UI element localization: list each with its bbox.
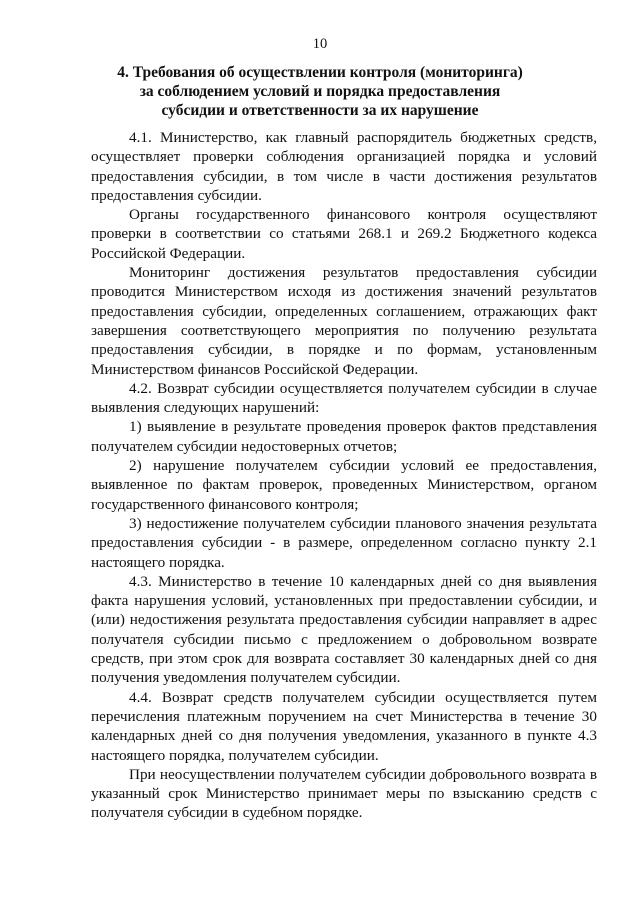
- section-heading: [90, 63, 550, 120]
- section-heading-line: за соблюдением условий и порядка предоставления: [139, 83, 501, 100]
- paragraph-4-1: 4.1. Министерство, как главный распорядитель бюджетных средств, осуществляет проверки соблюдения организацией порядка и условий предоставления субсидии, в том числе в части достижения результатов предоставления субсидии.: [91, 129, 597, 204]
- paragraph-4-3: 4.3. Министерство в течение 10 календарных дней со дня выявления факта нарушения условий, установленных при предоставлении субсидии, и (или) недостижения результата предоставления субсидии направляет в адрес получателя субсидии письмо с предложением о добровольном возврате средств, при этом срок для возврата составляет 30 календарных дней со дня получения уведомления получателем субсидии.: [91, 572, 597, 687]
- list-item-violation-3: 3) недостижение получателем субсидии планового значения результата предоставления субсидии - в размере, определенном согласно пункту 2.1 настоящего порядка.: [91, 514, 597, 571]
- section-heading-line: субсидии и ответственности за их нарушение: [161, 102, 479, 119]
- page-number: 10: [312, 36, 328, 52]
- section-body: [91, 128, 597, 823]
- paragraph-4-2: 4.2. Возврат субсидии осуществляется получателем субсидии в случае выявления следующих нарушений:: [91, 379, 597, 417]
- paragraph-court-recovery: При неосуществлении получателем субсидии добровольного возврата в указанный срок Министерство принимает меры по взысканию средств с получателя субсидии в судебном порядке.: [91, 765, 597, 822]
- paragraph-4-4: 4.4. Возврат средств получателем субсидии осуществляется путем перечисления платежным поручением на счет Министерства в течение 30 календарных дней со дня получения уведомления, указанного в пункте 4.3 настоящего порядка, получателем субсидии.: [91, 688, 597, 764]
- paragraph-monitoring: Мониторинг достижения результатов предоставления субсидии проводится Министерством исходя из достижения значений результатов предоставления субсидии, определенных соглашением, отражающих факт завершения соответствующего мероприятия по получению результата предоставления субсидии, в порядке и по формам, установленным Министерством финансов Российской Федерации.: [91, 264, 597, 378]
- section-heading-line: 4. Требования об осуществлении контроля (мониторинга): [117, 64, 523, 81]
- paragraph-financial-control: Органы государственного финансового контроля осуществляют проверки в соответствии со статьями 268.1 и 269.2 Бюджетного кодекса Российской Федерации.: [91, 206, 597, 262]
- list-item-violation-2: 2) нарушение получателем субсидии условий ее предоставления, выявленное по фактам проверок, проведенных Министерством, органом государственного финансового контроля;: [91, 457, 597, 513]
- list-item-violation-1: 1) выявление в результате проведения проверок фактов представления получателем субсидии недостоверных отчетов;: [91, 418, 597, 455]
